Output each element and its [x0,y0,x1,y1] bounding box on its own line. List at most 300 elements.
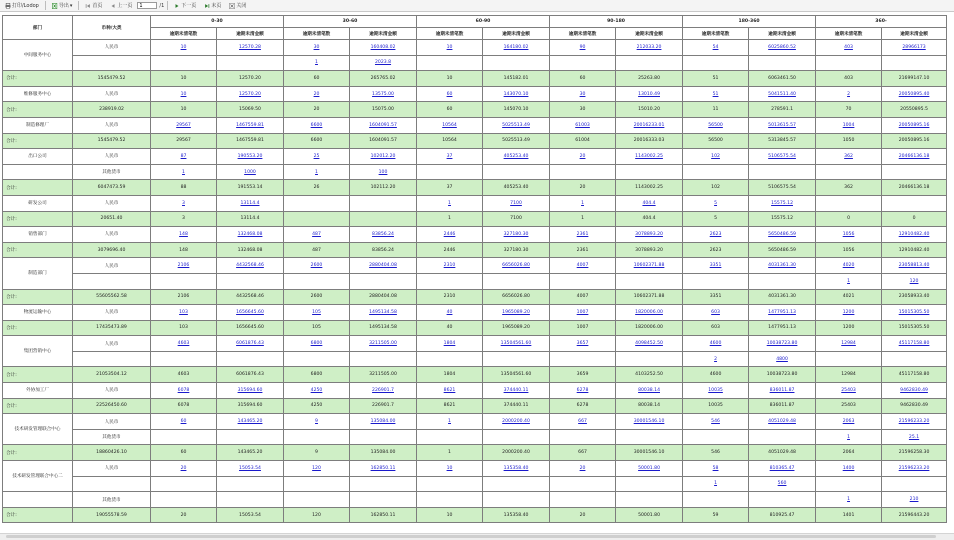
drilldown-link[interactable]: 4051029.48 [768,419,796,425]
overdue-amount-cell: 15010.20 [616,102,683,118]
drilldown-link[interactable]: 10564 [442,122,457,128]
drilldown-link[interactable]: 20466136.18 [898,153,930,159]
drilldown-link[interactable]: 13575.00 [372,91,394,97]
overdue-count-cell [550,195,616,211]
overdue-amount-cell [483,429,550,445]
overdue-count-cell [816,227,882,243]
overdue-amount-cell: 50001.80 [616,507,683,523]
drilldown-link[interactable]: 1000 [244,169,256,175]
overdue-amount-cell [616,117,683,133]
overdue-count-cell [683,55,749,71]
overdue-count-cell [816,195,882,211]
drilldown-link[interactable]: 1965089.20 [502,309,530,315]
drilldown-link[interactable]: 1495134.58 [369,309,397,315]
drilldown-link[interactable]: 20050895.16 [898,122,930,128]
drilldown-link[interactable]: 4031361.30 [768,263,796,269]
overdue-count-cell [816,40,882,56]
drilldown-link[interactable]: 1 [714,481,718,487]
drilldown-link[interactable]: 3 [182,200,185,206]
drilldown-link[interactable]: 3351 [709,263,722,269]
drilldown-link[interactable]: 212033.20 [636,44,662,50]
drilldown-link[interactable]: 100 [378,169,388,175]
drilldown-link[interactable]: 2000200.40 [502,419,530,425]
drilldown-link[interactable]: 120 [312,465,321,471]
overdue-amount-cell: 315694.60 [217,398,284,414]
subtotal-row [3,507,947,523]
drilldown-link[interactable]: 160408.02 [370,44,396,50]
drilldown-link[interactable]: 13114.4 [240,200,260,206]
drilldown-link[interactable]: 7100 [510,200,522,206]
drilldown-link[interactable]: 5 [714,200,718,206]
table-row [3,258,947,274]
drilldown-link[interactable]: 4800 [776,356,788,362]
drilldown-link[interactable]: 143070.10 [503,91,529,97]
overdue-amount-cell: 20016333.03 [616,133,683,149]
drilldown-link[interactable]: 30 [579,91,586,97]
overdue-amount-cell [749,164,816,180]
drilldown-link[interactable]: 15015305.50 [898,309,930,315]
drilldown-link[interactable]: 132468.08 [237,231,263,237]
drilldown-link[interactable]: 6278 [576,387,589,393]
drilldown-link[interactable]: 405253.40 [503,153,529,159]
drilldown-link[interactable]: 1 [315,60,318,66]
overdue-amount-cell [483,305,550,321]
overdue-count-cell [683,164,749,180]
drilldown-link[interactable]: 10 [446,465,453,471]
drilldown-link[interactable]: 25 [313,153,320,159]
drilldown-link[interactable]: 54 [712,44,719,50]
drilldown-link[interactable]: 30001546.10 [633,419,665,425]
drilldown-link[interactable]: 603 [711,309,720,315]
overdue-count-cell [417,40,483,56]
overdue-amount-cell [350,55,417,71]
currency-cell [73,476,151,492]
overdue-count-cell [284,336,350,352]
drilldown-link[interactable]: 1804 [443,341,456,347]
overdue-count-cell [151,383,217,399]
drilldown-link[interactable]: 60 [446,91,453,97]
drilldown-link[interactable]: 12570.28 [239,44,261,50]
drilldown-link[interactable]: 4603 [177,341,190,347]
subtotal-total: 17435473.89 [73,320,151,336]
horizontal-scrollbar[interactable] [0,533,954,540]
drilldown-link[interactable]: 810365.47 [769,465,795,471]
drilldown-link[interactable]: 5013615.57 [768,122,796,128]
overdue-amount-cell: 1820006.00 [616,320,683,336]
overdue-count-cell: 1 [417,445,483,461]
drilldown-link[interactable]: 13010.49 [638,91,660,97]
drilldown-link[interactable]: 83856.24 [372,231,394,237]
header-currency: 币种/大类 [73,16,151,40]
drilldown-link[interactable]: 12570.20 [239,91,261,97]
drilldown-link[interactable]: 143465.20 [237,419,263,425]
overdue-count-cell [284,40,350,56]
overdue-amount-cell [616,429,683,445]
drilldown-link[interactable]: 1604091.57 [369,122,397,128]
drilldown-link[interactable]: 4020 [842,263,855,269]
drilldown-link[interactable]: 135358.40 [503,465,529,471]
drilldown-link[interactable]: 1004 [842,122,855,128]
drilldown-link[interactable]: 5106575.54 [768,153,796,159]
overdue-count-cell [683,305,749,321]
overdue-amount-cell [882,336,947,352]
drilldown-link[interactable]: 4250 [310,387,323,393]
drilldown-link[interactable]: 1143002.25 [635,153,663,159]
overdue-count-cell [151,258,217,274]
overdue-count-cell [816,305,882,321]
drilldown-link[interactable]: 21596233.20 [898,465,930,471]
overdue-count-cell [683,461,749,477]
drilldown-link[interactable]: 404.4 [642,200,656,206]
drilldown-link[interactable]: 1 [847,497,851,503]
drilldown-link[interactable]: 10038723.80 [766,341,798,347]
drilldown-link[interactable]: 20 [313,91,320,97]
currency-cell: 人民币 [73,86,151,102]
drilldown-link[interactable]: 102 [711,153,720,159]
overdue-count-cell [151,429,217,445]
header-overdue-count: 逾期未清笔数 [151,28,217,40]
table-body [3,40,947,523]
drilldown-link[interactable]: 103 [179,309,188,315]
close-button[interactable] [226,0,249,11]
subtotal-total: 19055578.59 [73,507,151,523]
drilldown-link[interactable]: 58 [712,465,719,471]
drilldown-link[interactable]: 667 [578,419,587,425]
overdue-count-cell: 148 [151,242,217,258]
first-page-button[interactable] [82,0,105,11]
drilldown-link[interactable]: 6025860.52 [768,44,796,50]
drilldown-link[interactable]: 1056 [842,231,855,237]
drilldown-link[interactable]: 1007 [576,309,589,315]
drilldown-link[interactable]: 28966173 [902,44,926,50]
overdue-count-cell: 6600 [284,133,350,149]
subtotal-total: 18860426.10 [73,445,151,461]
drilldown-link[interactable]: 2310 [443,263,456,269]
drilldown-link[interactable]: 3211505.00 [369,341,397,347]
drilldown-link[interactable]: 1 [581,200,584,206]
overdue-count-cell: 102 [683,180,749,196]
drilldown-link[interactable]: 6656026.80 [502,263,530,269]
overdue-count-cell [550,461,616,477]
overdue-amount-cell: 135358.40 [483,507,550,523]
currency-cell [73,55,151,71]
drilldown-link[interactable]: 61003 [575,122,590,128]
subtotal-total: 6047473.59 [73,180,151,196]
overdue-count-cell [417,273,483,289]
currency-cell: 人民币 [73,336,151,352]
drilldown-link[interactable]: 80038.14 [638,387,660,393]
header-overdue-count: 逾期未清笔数 [683,28,749,40]
drilldown-link[interactable]: 1820006.00 [635,309,663,315]
drilldown-link[interactable]: 1400 [842,465,855,471]
drilldown-link[interactable]: 30 [313,44,320,50]
drilldown-link[interactable]: 1 [847,434,851,440]
drilldown-link[interactable]: 2361 [576,231,589,237]
subtotal-row [3,71,947,87]
overdue-amount-cell [217,305,284,321]
drilldown-link[interactable]: 2 [847,91,851,97]
overdue-count-cell: 546 [683,445,749,461]
drilldown-link[interactable]: 60 [180,419,187,425]
drilldown-link[interactable]: 20050895.40 [898,91,930,97]
drilldown-link[interactable]: 1477951.13 [768,309,796,315]
overdue-amount-cell [882,383,947,399]
overdue-amount-cell [749,227,816,243]
overdue-amount-cell: 265765.02 [350,71,417,87]
drilldown-link[interactable]: 8621 [443,387,456,393]
overdue-amount-cell [882,149,947,165]
overdue-amount-cell: 191553.14 [217,180,284,196]
overdue-count-cell [284,211,350,227]
drilldown-link[interactable]: 374440.11 [503,387,529,393]
drilldown-link[interactable]: 87 [180,153,187,159]
drilldown-link[interactable]: 836011.87 [769,387,795,393]
subtotal-row [3,398,947,414]
drilldown-link[interactable]: 135084.00 [370,419,396,425]
overdue-amount-cell [882,461,947,477]
currency-cell: 人民币 [73,258,151,274]
drilldown-link[interactable]: 210 [909,497,919,503]
currency-cell: 人民币 [73,414,151,430]
overdue-amount-cell [350,429,417,445]
overdue-amount-cell [483,227,550,243]
overdue-count-cell: 11 [683,102,749,118]
drilldown-link[interactable]: 5650486.59 [768,231,796,237]
overdue-amount-cell [350,351,417,367]
drilldown-link[interactable]: 10035 [708,387,723,393]
drilldown-link[interactable]: 6600 [310,122,323,128]
overdue-count-cell [816,86,882,102]
drilldown-link[interactable]: 4432568.46 [236,263,264,269]
overdue-count-cell: 8621 [417,398,483,414]
drilldown-link[interactable]: 5025513.49 [502,122,530,128]
overdue-amount-cell [217,164,284,180]
drilldown-link[interactable]: 2106 [177,263,190,269]
table-row [3,227,947,243]
last-page-button[interactable] [201,0,224,11]
toolbar-separator [78,1,79,10]
overdue-count-cell [816,492,882,508]
drilldown-link[interactable]: 327180.30 [503,231,529,237]
overdue-count-cell [417,86,483,102]
drilldown-link[interactable]: 1 [182,169,185,175]
drilldown-link[interactable]: 4600 [709,341,722,347]
drilldown-link[interactable]: 10 [180,44,187,50]
overdue-count-cell [683,40,749,56]
overdue-count-cell [816,476,882,492]
drilldown-link[interactable]: 37 [446,153,453,159]
overdue-count-cell [683,149,749,165]
page-number-input[interactable] [137,2,157,9]
drilldown-link[interactable]: 1656645.60 [236,309,264,315]
overdue-count-cell: 667 [550,445,616,461]
drilldown-link[interactable]: 120 [909,278,919,284]
dept-cell: 出口公司 [3,149,73,165]
drilldown-link[interactable]: 560 [777,481,787,487]
overdue-amount-cell: 5313845.57 [749,133,816,149]
drilldown-link[interactable]: 15053.54 [239,465,261,471]
overdue-count-cell [683,273,749,289]
subtotal-label: 合计: [3,289,73,305]
overdue-count-cell: 4250 [284,398,350,414]
drilldown-link[interactable]: 1 [448,419,451,425]
overdue-amount-cell: 143465.20 [217,445,284,461]
next-page-label: 下一页 [181,3,197,9]
header-overdue-count: 逾期未清笔数 [816,28,882,40]
overdue-amount-cell [616,461,683,477]
drilldown-link[interactable]: 1 [847,278,851,284]
table-row [3,476,947,492]
overdue-amount-cell [483,258,550,274]
overdue-amount-cell [616,414,683,430]
drilldown-link[interactable]: 20 [579,465,586,471]
drilldown-link[interactable]: 162850.11 [370,465,396,471]
subtotal-label: 合计: [3,180,73,196]
overdue-count-cell [816,414,882,430]
drilldown-link[interactable]: 6061876.43 [236,341,264,347]
overdue-count-cell [151,86,217,102]
drilldown-link[interactable]: 3078893.20 [635,231,663,237]
overdue-count-cell: 29567 [151,133,217,149]
table-row [3,40,947,56]
drilldown-link[interactable]: 148 [179,231,188,237]
overdue-count-cell: 1056 [816,242,882,258]
drilldown-link[interactable]: 23058813.40 [898,263,930,269]
next-page-button[interactable] [171,0,199,11]
overdue-count-cell [550,383,616,399]
drilldown-link[interactable]: 20 [579,153,586,159]
overdue-amount-cell: 15015305.50 [882,320,947,336]
export-button[interactable] [49,0,76,11]
overdue-count-cell: 1401 [816,507,882,523]
drilldown-link[interactable]: 9462830.49 [900,387,928,393]
drilldown-link[interactable]: 51 [712,91,719,97]
drilldown-link[interactable]: 2600 [310,263,323,269]
overdue-amount-cell [882,492,947,508]
drilldown-link[interactable]: 25403 [841,387,856,393]
drilldown-link[interactable]: 20016233.01 [633,122,665,128]
dept-cell [3,492,73,508]
drilldown-link[interactable]: 403 [844,44,853,50]
overdue-count-cell [284,195,350,211]
overdue-amount-cell [749,336,816,352]
subtotal-row [3,242,947,258]
drilldown-link[interactable]: 40 [446,309,453,315]
drilldown-link[interactable]: 2880404.08 [369,263,397,269]
overdue-count-cell: 4007 [550,289,616,305]
overdue-amount-cell [217,383,284,399]
drilldown-link[interactable]: 2 [714,356,718,362]
drilldown-link[interactable]: 6800 [310,341,323,347]
overdue-count-cell: 3351 [683,289,749,305]
drilldown-link[interactable]: 190553.20 [237,153,263,159]
dept-cell: 技术研发管理联合中心 [3,414,73,445]
prev-page-button[interactable] [107,0,135,11]
drilldown-link[interactable]: 487 [312,231,321,237]
overdue-count-cell [550,429,616,445]
drilldown-link[interactable]: 2023.8 [374,60,392,66]
overdue-amount-cell: 7100 [483,211,550,227]
drilldown-link[interactable]: 1 [448,200,451,206]
drilldown-link[interactable]: 56500 [708,122,723,128]
drilldown-link[interactable]: 12984 [841,341,856,347]
drilldown-link[interactable]: 546 [711,419,720,425]
drilldown-link[interactable]: 1200 [842,309,855,315]
drilldown-link[interactable]: 4098452.50 [635,341,663,347]
overdue-count-cell [550,476,616,492]
overdue-amount-cell: 2000200.40 [483,445,550,461]
drilldown-link[interactable]: 3657 [576,341,589,347]
drilldown-link[interactable]: 10 [446,44,453,50]
scrollbar-thumb[interactable] [6,535,936,538]
drilldown-link[interactable]: 1 [315,169,318,175]
overdue-count-cell [550,336,616,352]
drilldown-link[interactable]: 2623 [709,231,722,237]
overdue-amount-cell [882,195,947,211]
overdue-amount-cell [882,164,947,180]
drilldown-link[interactable]: 10 [180,91,187,97]
drilldown-link[interactable]: 105 [312,309,321,315]
overdue-count-cell [151,336,217,352]
overdue-amount-cell: 1143002.25 [616,180,683,196]
overdue-amount-cell [749,492,816,508]
overdue-count-cell [683,351,749,367]
drilldown-link[interactable]: 12910482.40 [898,231,930,237]
drilldown-link[interactable]: 13504561.60 [500,341,532,347]
drilldown-link[interactable]: 90 [579,44,586,50]
drilldown-link[interactable]: 29567 [176,122,191,128]
overdue-count-cell [550,117,616,133]
overdue-count-cell [151,164,217,180]
drilldown-link[interactable]: 50001.80 [638,465,660,471]
drilldown-link[interactable]: 20 [180,465,187,471]
drilldown-link[interactable]: 164180.02 [503,44,529,50]
drilldown-link[interactable]: 15575.12 [771,200,793,206]
overdue-amount-cell [217,476,284,492]
drilldown-link[interactable]: 362 [844,153,853,159]
dept-cell: 制造修理厂 [3,117,73,133]
drilldown-link[interactable]: 5041511.40 [768,91,796,97]
overdue-amount-cell: 145182.01 [483,71,550,87]
overdue-amount-cell [483,40,550,56]
drilldown-link[interactable]: 21596233.20 [898,419,930,425]
aging-table [2,15,947,523]
drilldown-link[interactable]: 226901.7 [372,387,394,393]
overdue-amount-cell [749,117,816,133]
currency-cell: 人民币 [73,383,151,399]
drilldown-link[interactable]: 6078 [177,387,190,393]
overdue-amount-cell [882,117,947,133]
drilldown-link[interactable]: 45117158.80 [898,341,930,347]
overdue-count-cell [417,195,483,211]
overdue-count-cell: 10035 [683,398,749,414]
drilldown-link[interactable]: 102012.20 [370,153,396,159]
drilldown-link[interactable]: 2063 [842,419,855,425]
drilldown-link[interactable]: 25.1 [908,434,920,440]
overdue-count-cell [151,40,217,56]
overdue-amount-cell: 102112.20 [350,180,417,196]
print-button[interactable] [2,0,42,11]
currency-cell [73,351,151,367]
drilldown-link[interactable]: 315694.60 [237,387,263,393]
overdue-count-cell: 2310 [417,289,483,305]
drilldown-link[interactable]: 4007 [576,263,589,269]
drilldown-link[interactable]: 9 [315,419,318,425]
drilldown-link[interactable]: 1467559.81 [236,122,264,128]
drilldown-link[interactable]: 2446 [443,231,456,237]
overdue-count-cell [550,55,616,71]
drilldown-link[interactable]: 10602371.88 [633,263,665,269]
